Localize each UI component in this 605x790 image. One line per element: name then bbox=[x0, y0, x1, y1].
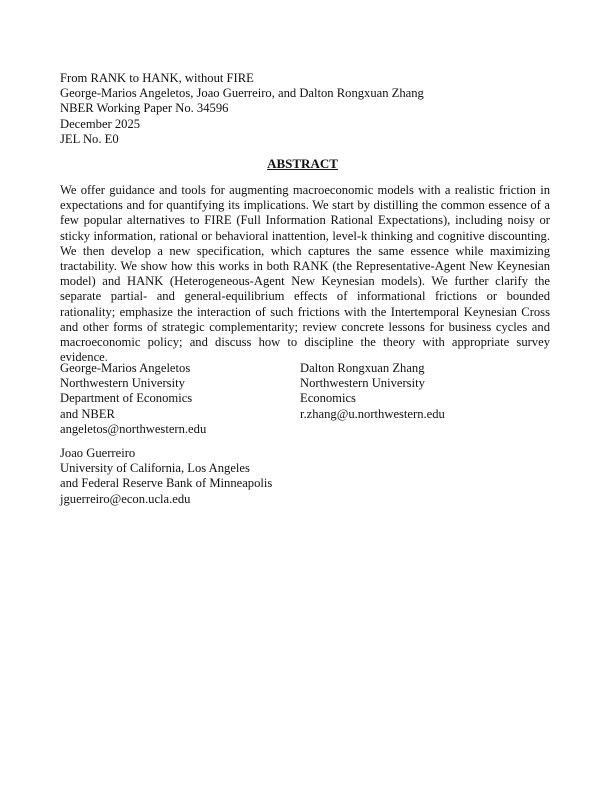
publication-date: December 2025 bbox=[60, 116, 141, 131]
author-email: jguerreiro@econ.ucla.edu bbox=[60, 491, 191, 506]
affiliation-line: and Federal Reserve Bank of Minneapolis bbox=[60, 476, 273, 491]
affiliation-line: Northwestern University bbox=[60, 376, 185, 391]
author-affiliation-block bbox=[60, 446, 300, 507]
affiliation-line: University of California, Los Angeles bbox=[60, 461, 250, 476]
author-name: Dalton Rongxuan Zhang bbox=[300, 361, 425, 375]
author-email: r.zhang@u.northwestern.edu bbox=[300, 406, 445, 421]
working-paper-number: NBER Working Paper No. 34596 bbox=[60, 101, 229, 116]
author-name: Joao Guerreiro bbox=[60, 446, 136, 460]
author-affiliation-block bbox=[300, 361, 540, 422]
author-affiliation-block bbox=[60, 361, 300, 437]
jel-classification: JEL No. E0 bbox=[60, 131, 119, 146]
affiliation-line: Economics bbox=[300, 391, 356, 406]
author-name: George-Marios Angeletos bbox=[60, 361, 191, 375]
affiliation-line: Department of Economics bbox=[60, 391, 193, 406]
affiliation-line: and NBER bbox=[60, 406, 115, 421]
author-list: George-Marios Angeletos, Joao Guerreiro, and Dalton Rongxuan Zhang bbox=[60, 86, 424, 101]
abstract-text: We offer guidance and tools for augmenting macroeconomic models with a realistic friction in expectations and for quantifying its implications. We start by distilling the common essence of a few popular alternatives to FIRE (Full Information Rational Expectations), including noisy or sticky information, rational or behavioral inattention, level-k thinking and cognitive discounting. We then develop a new specification, which captures the same essence while maximizing tractability. We show how this works in both RANK (the Representative-Agent New Keynesian model) and HANK (Heterogeneous-Agent New Keynesian models). We further clarify the separate partial- and general-equilibrium effects of informational frictions or bounded rationality; emphasize the interaction of such frictions with the Intertemporal Keynesian Cross and other forms of strategic complementarity; review concrete lessons for business cycles and macroeconomic policy; and discuss how to discipline the theory with appropriate survey evidence. bbox=[60, 183, 550, 365]
abstract-heading: ABSTRACT bbox=[267, 156, 338, 171]
paper-title: From RANK to HANK, without FIRE bbox=[60, 71, 254, 85]
author-email: angeletos@northwestern.edu bbox=[60, 421, 207, 436]
paper-header bbox=[60, 71, 560, 147]
affiliation-line: Northwestern University bbox=[300, 376, 425, 391]
